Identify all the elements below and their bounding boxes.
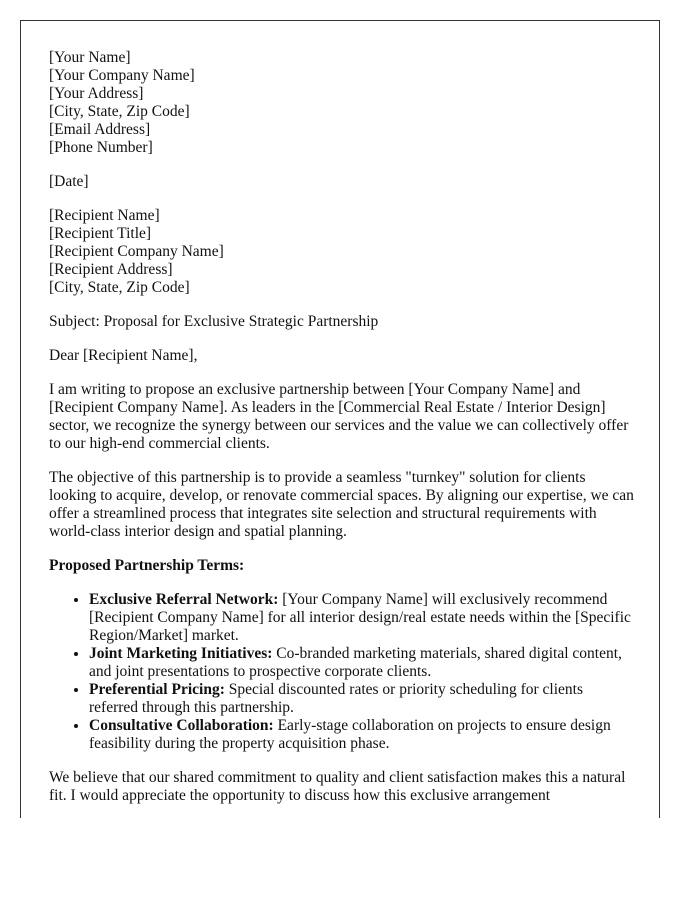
terms-list-item bbox=[89, 681, 634, 717]
term-text: Co-branded marketing materials, shared digital content, and joint presentations to prospective corporate clients. bbox=[89, 645, 622, 680]
terms-heading: Proposed Partnership Terms: bbox=[49, 557, 245, 574]
recipient-address: [Recipient Address] bbox=[49, 261, 173, 278]
sender-email: [Email Address] bbox=[49, 121, 151, 138]
term-text: Early-stage collaboration on projects to ensure design feasibility during the property acquisition phase. bbox=[89, 717, 611, 752]
letter-date: [Date] bbox=[49, 173, 89, 190]
recipient-city-state-zip: [City, State, Zip Code] bbox=[49, 279, 190, 296]
terms-list-item bbox=[89, 717, 634, 753]
salutation: Dear [Recipient Name], bbox=[49, 347, 198, 364]
term-title: Consultative Collaboration: bbox=[89, 717, 274, 734]
recipient-name: [Recipient Name] bbox=[49, 207, 160, 224]
sender-address-block bbox=[49, 49, 634, 157]
term-title: Preferential Pricing: bbox=[89, 681, 225, 698]
sender-name: [Your Name] bbox=[49, 49, 131, 66]
term-title: Exclusive Referral Network: bbox=[89, 591, 279, 608]
terms-list bbox=[49, 591, 634, 753]
letter-page bbox=[20, 20, 660, 818]
term-text: [Your Company Name] will exclusively recommend [Recipient Company Name] for all interior design/real estate needs within the [Specific Region/Market] market. bbox=[89, 591, 631, 644]
terms-list-item bbox=[89, 591, 634, 645]
sender-phone: [Phone Number] bbox=[49, 139, 153, 156]
term-title: Joint Marketing Initiatives: bbox=[89, 645, 273, 662]
sender-company: [Your Company Name] bbox=[49, 67, 195, 84]
recipient-company: [Recipient Company Name] bbox=[49, 243, 224, 260]
closing-paragraph: We believe that our shared commitment to quality and client satisfaction makes this a natural fit. I would appreciate the opportunity to discuss how this exclusive arrangement bbox=[49, 769, 626, 804]
sender-address: [Your Address] bbox=[49, 85, 144, 102]
subject-line: Subject: Proposal for Exclusive Strategic Partnership bbox=[49, 313, 379, 330]
recipient-title: [Recipient Title] bbox=[49, 225, 152, 242]
intro-paragraph: I am writing to propose an exclusive partnership between [Your Company Name] and [Recipient Company Name]. As leaders in the [Commercial Real Estate / Interior Design] sector, we recognize the synergy between our services and the value we can collectively offer to our high-end commercial clients. bbox=[49, 381, 629, 452]
objective-paragraph: The objective of this partnership is to provide a seamless "turnkey" solution for clients looking to acquire, develop, or renovate commercial spaces. By aligning our expertise, we can offer a streamlined process that integrates site selection and structural requirements with world-class interior design and spatial planning. bbox=[49, 469, 634, 540]
term-text: Special discounted rates or priority scheduling for clients referred through this partnership. bbox=[89, 681, 584, 716]
recipient-address-block bbox=[49, 207, 634, 297]
terms-list-item bbox=[89, 645, 634, 681]
letter-content bbox=[49, 49, 634, 818]
sender-city-state-zip: [City, State, Zip Code] bbox=[49, 103, 190, 120]
